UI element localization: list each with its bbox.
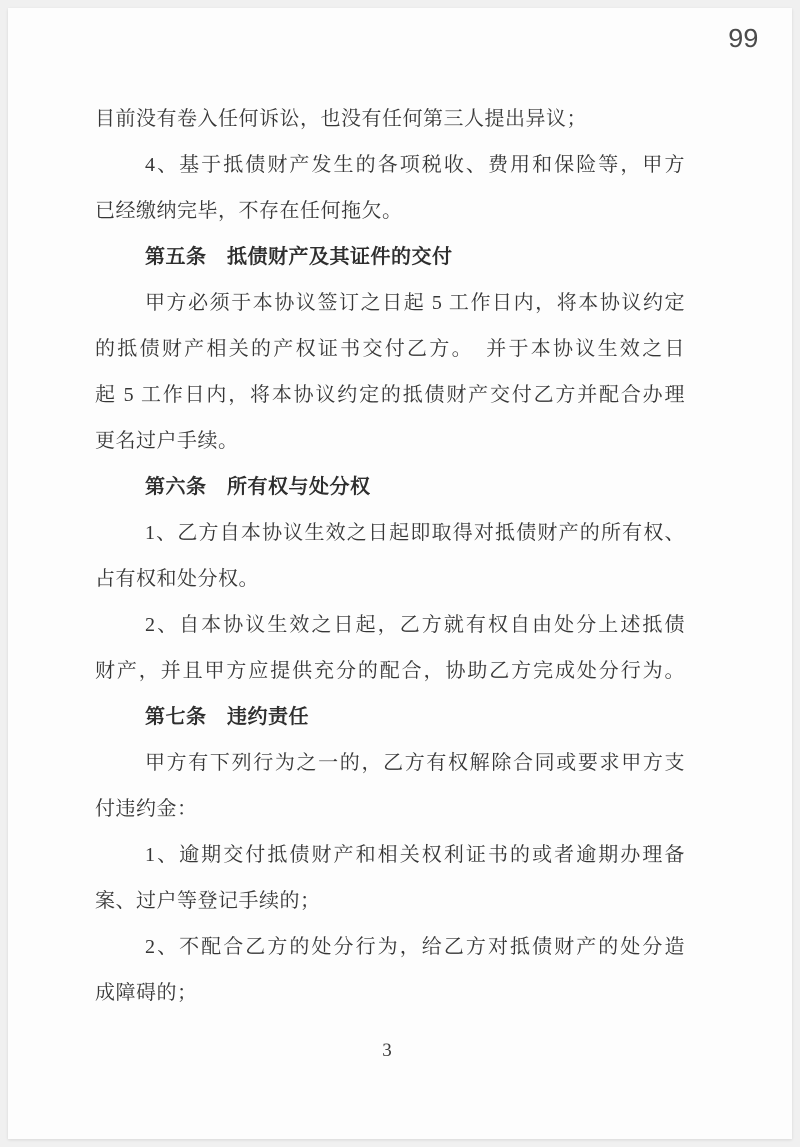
section-heading-article-5: 第五条 抵债财产及其证件的交付 (145, 246, 453, 268)
text-line: 财产，并且甲方应提供充分的配合，协助乙方完成处分行为。 (95, 660, 685, 682)
page-number-footer: 3 (382, 1040, 392, 1061)
text-line: 案、过户等登记手续的； (95, 890, 321, 912)
text-line: 甲方必须于本协议签订之日起 5 工作日内，将本协议约定 (145, 292, 685, 314)
text-line: 更名过户手续。 (95, 430, 239, 452)
text-line: 甲方有下列行为之一的，乙方有权解除合同或要求甲方支 (145, 752, 685, 774)
page-number-top-right: 99 (727, 26, 758, 56)
text-line: 付违约金： (95, 798, 198, 820)
text-line: 1、逾期交付抵债财产和相关权利证书的或者逾期办理备 (145, 844, 685, 866)
text-line: 2、不配合乙方的处分行为，给乙方对抵债财产的处分造 (145, 936, 685, 958)
document-body (95, 96, 685, 1016)
text-line: 2、自本协议生效之日起，乙方就有权自由处分上述抵债 (145, 614, 685, 636)
text-line: 已经缴纳完毕，不存在任何拖欠。 (95, 200, 403, 222)
section-heading-article-6: 第六条 所有权与处分权 (145, 476, 371, 498)
text-line: 目前没有卷入任何诉讼，也没有任何第三人提出异议； (95, 108, 587, 130)
text-line: 的抵债财产相关的产权证书交付乙方。 并于本协议生效之日 (95, 338, 685, 360)
text-line: 4、基于抵债财产发生的各项税收、费用和保险等，甲方 (145, 154, 685, 176)
scanned-document-page (8, 8, 792, 1139)
text-line: 占有权和处分权。 (95, 568, 259, 590)
text-line: 成障碍的； (95, 982, 198, 1004)
section-heading-article-7: 第七条 违约责任 (145, 706, 309, 728)
text-line: 1、乙方自本协议生效之日起即取得对抵债财产的所有权、 (145, 522, 685, 544)
text-line: 起 5 工作日内，将本协议约定的抵债财产交付乙方并配合办理 (95, 384, 685, 406)
